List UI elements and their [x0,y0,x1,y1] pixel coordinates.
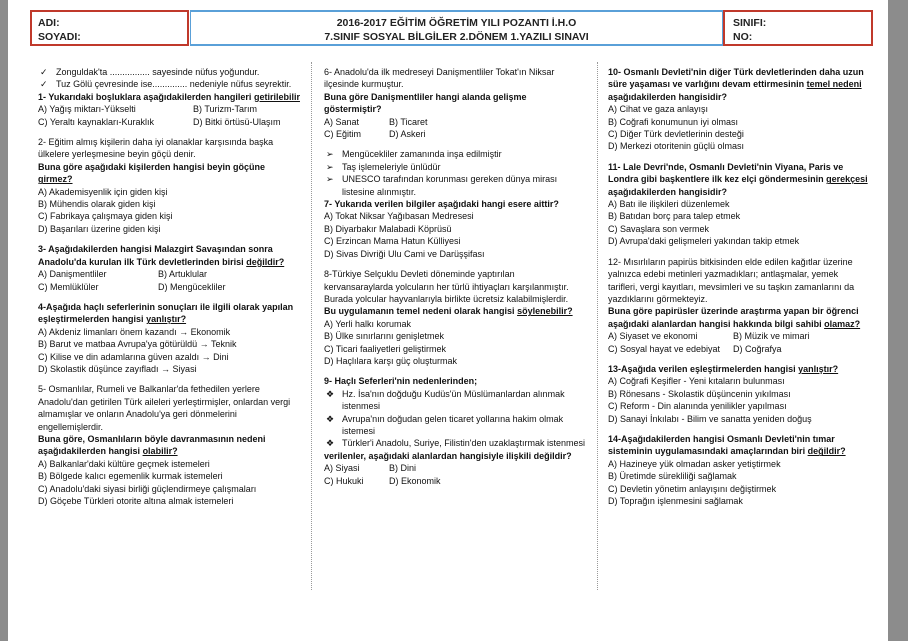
question-1: 1- Yukarıdaki boşluklara aşağıdakilerden hangileri getirilebilir [38,91,300,102]
options-row: A) Yağış miktarı-Yükselti B) Turizm-Tarım [38,104,257,115]
fill-blank-item: ✓ Tuz Gölü çevresinde ise.............. nedeniyle nüfus seyrektir. [40,79,292,90]
no-label: NO: [733,31,753,43]
info-bullet: ➢ Mengücekliler zamanında inşa edilmiştir [326,149,502,160]
question-4: 4-Aşağıda haçlı seferlerinin sonuçları ile ilgili olarak yapılan eşleştirmelerden hangisi yanlıştır? [38,301,294,325]
options-row: C) Yeraltı kaynakları-Kuraklık D) Bitki örtüsü-Ulaşım [38,116,281,127]
option: D) Toprağın işlenmesini sağlamak [608,496,743,506]
option: B) Rönesans - Skolastik düşüncenin yıkılması [608,388,791,399]
option: D) Sanayi İnkılabı - Bilim ve sanatta yeniden doğuş [608,413,812,424]
option: D) Haçlılara karşı güç oluşturmak [324,355,458,366]
info-bullet: ❖ Hz. İsa'nın doğduğu Kudüs'ün Müslümanlardan alınmak istenmesi [326,388,565,412]
question-2-text: 2- Eğitim almış kişilerin daha iyi olanaklar karşısında başka ülkelere yerleşmesine beyin göçü denir. [38,137,274,160]
option: A) Balkanlar'daki kültüre geçmek istemeleri [38,458,210,469]
option: A) Yerli halkı korumak [324,318,412,329]
options-row: A) Sanat B) Ticaret [324,116,428,127]
option: B) Diyarbakır Malabadi Köprüsü [324,223,452,234]
class-label: SINIFI: [733,17,767,29]
info-bullet: ➢ Taş işlemeleriyle ünlüdür [326,161,441,172]
info-bullet: ❖ Avrupa'nın doğudan gelen ticaret yollarına hakim olmak istemesi [326,413,564,436]
question-9-prompt: verilenler, aşağıdaki alanlardan hangisiyle ilişkili değildir? [324,450,572,461]
option: D) Avrupa'daki gelişmeleri yakından takip etmek [608,236,800,247]
question-12-text: 12- Mısırlıların papirüs bitkisinden elde edilen kağıtlar üzerine yalnızca edebi metinleri yazmadıkları; antlaşmalar, yemek tarifleri, vergi kayıtları, mevsimleri ve su taşkın zamanlarını da yazdıklarını görmekteyiz. [608,256,855,304]
column-1 [38,66,300,507]
option: C) Savaşlara son vermek [608,223,710,234]
option: C) Anadolu'daki siyasi birliği güçlendirmeye çalışmaları [38,483,257,494]
fill-blank-item: ✓ Zonguldak'ta ................ sayesinde nüfus yoğundur. [40,67,260,77]
option: A) Hazineye yük olmadan asker yetiştirmek [608,458,781,469]
option: D) Göçebe Türkleri otorite altına almak istemeleri [38,496,234,506]
question-8-text: 8-Türkiye Selçuklu Devleti döneminde yaptırılan kervansaraylarda yolcuların her türlü ihtiyaçları karşılanmıştır. Burada yolcular hayvanlarıyla birlikte ücretsiz kalabilmişlerdir. [324,269,569,304]
question-11: 11- Lale Devri'nde, Osmanlı Devleti'nin Viyana, Paris ve Londra gibi başkentlere ilk kez elçi göndermesinin gerekçesi aşağıdakilerden hangisidir? [608,161,868,197]
option: B) Mühendis olarak giden kişi [38,199,156,210]
option: D) Merkezi otoritenin güçlü olması [608,141,745,152]
question-5-text: 5- Osmanlılar, Rumeli ve Balkanlar'da fethedilen yerlere Anadolu'dan getirilen Türk aileleri yerleştirmişler, onlardan vergi almamışlar ve onların Anadolu'ya geri dönmelerini engellemişlerdir. [38,384,291,432]
column-2 [324,66,586,487]
question-8: Bu uygulamanın temel nedeni olarak hangisi söylenebilir? [324,306,573,317]
option: B) Üretimde sürekliliği sağlamak [608,471,737,482]
option: C) Reform - Din alanında yenilikler yapılması [608,401,787,412]
info-bullet: ➢ UNESCO tarafından korunması gereken dünya mirası listesine alınmıştır. [326,174,558,197]
class-no-box [723,10,873,46]
option: B) Coğrafi konumunun iyi olması [608,116,739,127]
option: D) Skolastik düşünce zayıfladı → Siyasi [38,363,197,374]
option: A) Cihat ve gaza anlayışı [608,104,709,115]
question-13: 13-Aşağıda verilen eşleştirmelerden hangisi yanlıştır? [608,363,839,374]
diamond-bullet-icon: ❖ [326,438,335,449]
question-9: 9- Haçlı Seferleri'nin nedenlerinden; [324,376,478,387]
option: B) Bölgede kalıcı egemenlik kurmak istemeleri [38,471,223,482]
option: A) Tokat Niksar Yağıbasan Medresesi [324,211,474,222]
options-row: A) Danişmentliler B) Artuklular [38,269,208,280]
option: A) Batı ile ilişkileri düzenlemek [608,199,730,210]
option: A) Coğrafi Keşifler - Yeni kıtaların bulunması [608,376,785,387]
info-bullet: ❖ Türkler'i Anadolu, Suriye, Filistin'den uzaklaştırmak istenmesi [326,438,586,449]
question-6-text: 6- Anadolu'da ilk medreseyi Danişmentliler Tokat'ın Niksar ilçesinde kurmuştur. [324,67,555,90]
question-5: Buna göre, Osmanlıların böyle davranmasının nedeni aşağıdakilerden hangisi olabilir? [38,433,266,457]
option: B) Batıdan borç para talep etmek [608,211,741,222]
options-row: A) Siyaset ve ekonomi B) Müzik ve mimari [608,331,810,342]
arrow-bullet-icon: ➢ [326,149,334,160]
question-14: 14-Aşağıdakilerden hangisi Osmanlı Devleti'nin tımar sisteminin uygulamasındaki amaçlarından biri değildir? [608,433,846,457]
check-icon: ✓ [40,67,48,77]
arrow-bullet-icon: ➢ [326,161,334,172]
surname-label: SOYADI: [38,31,81,43]
options-row: C) Hukuki D) Ekonomik [324,475,441,486]
option: B) Ülke sınırlarını genişletmek [324,331,445,342]
options-row: C) Memlüklüler D) Mengücekliler [38,281,226,292]
column-divider [597,62,598,590]
question-2: Buna göre aşağıdaki kişilerden hangisi beyin göçüne girmez? [38,161,266,185]
question-10: 10- Osmanlı Devleti'nin diğer Türk devletlerinden daha uzun süre yaşaması ve varlığını devam ettirmesinin temel nedeni aşağıdakilerden hangisidir? [608,67,864,102]
option: C) Ticari faaliyetleri geliştirmek [324,343,447,354]
option: B) Barut ve matbaa Avrupa'ya götürüldü → Teknik [38,339,237,350]
name-label: ADI: [38,17,60,29]
student-name-box [30,10,189,46]
option: C) Devletin yönetim anlayışını değiştirmek [608,483,777,494]
column-divider [311,62,312,590]
exam-title-box [190,10,723,46]
question-6: Buna göre Danişmentliler hangi alanda gelişme göstermiştir? [324,91,527,115]
option: D) Sivas Divriği Ulu Cami ve Darüşşifası [324,248,485,259]
option: C) Erzincan Mama Hatun Külliyesi [324,236,461,247]
arrow-bullet-icon: ➢ [326,174,334,185]
column-3 [608,66,870,507]
check-icon: ✓ [40,79,48,90]
diamond-bullet-icon: ❖ [326,413,335,424]
option: C) Fabrikaya çalışmaya giden kişi [38,211,173,222]
diamond-bullet-icon: ❖ [326,388,335,399]
question-3: 3- Aşağıdakilerden hangisi Malazgirt Savaşından sonra Anadolu'da kurulan ilk Türk devletlerinden birisi değildir? [38,244,285,267]
option: A) Akdeniz limanları önem kazandı → Ekonomik [38,326,231,337]
options-row: A) Siyasi B) Dini [324,463,417,474]
option: C) Diğer Türk devletlerinin desteği [608,129,744,140]
question-12: Buna göre papirüsler üzerinde araştırma yapan bir öğrenci aşağıdaki alanlardan hangisi hakkında bilgi sahibi olamaz? [608,306,861,329]
options-row: C) Eğitim D) Askeri [324,129,426,140]
options-row: C) Sosyal hayat ve edebiyat D) Coğrafya [608,343,782,354]
option: C) Kilise ve din adamlarına güven azaldı → Dini [38,351,229,362]
exam-title-line1: 2016-2017 EĞİTİM ÖĞRETİM YILI POZANTI İ.H.O [336,17,577,29]
option: D) Başarıları üzerine giden kişi [38,223,161,234]
exam-title-line2: 7.SINIF SOSYAL BİLGİLER 2.DÖNEM 1.YAZILI SINAVI [324,31,589,43]
exam-page [8,0,888,641]
question-7: 7- Yukarıda verilen bilgiler aşağıdaki hangi esere aittir? [324,199,559,210]
option: A) Akademisyenlik için giden kişi [38,186,168,197]
